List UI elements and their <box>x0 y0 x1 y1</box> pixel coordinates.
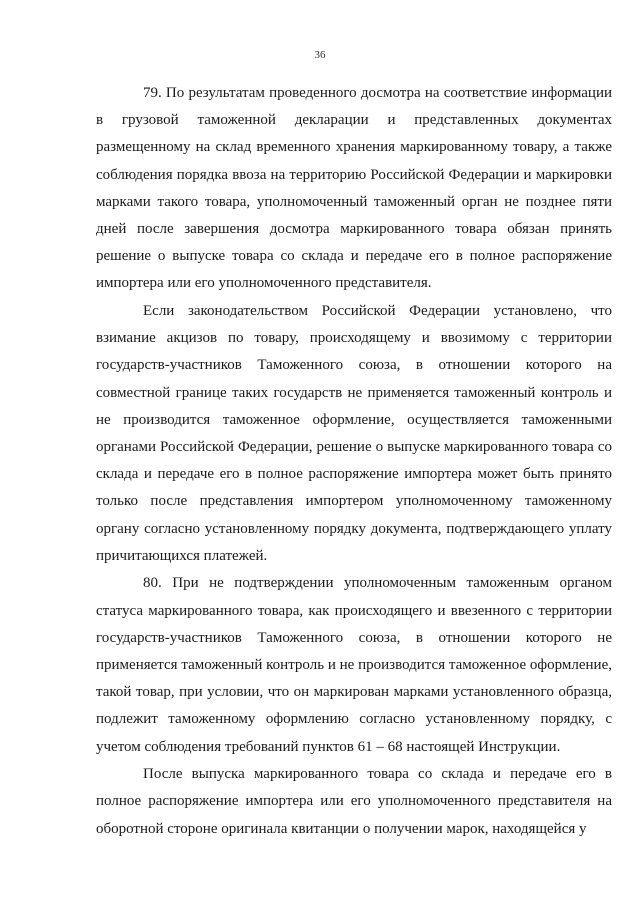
paragraph-80-release: После выпуска маркированного товара со склада и передаче его в полное распоряжение импортера или его уполномоченного представителя на оборотной стороне оригинала квитанции о получении марок, находящейся у <box>96 766 612 837</box>
paragraph-80: 80. При не подтверждении уполномоченным таможенным органом статуса маркированного товара, как происходящего и ввезенного с территории государств-участников Таможенного союза, в отношении которого не применяется таможенный контроль и не производится таможенное оформление, такой товар, при условии, что он маркирован марками установленного образца, подлежит таможенному оформлению согласно установленному порядку, с учетом соблюдения требований пунктов 61 – 68 настоящей Инструкции. <box>96 575 612 755</box>
document-body <box>96 80 612 843</box>
page-number: 36 <box>314 49 326 61</box>
paragraph-79-excise: Если законодательством Российской Федерации установлено, что взимание акцизов по товару, происходящему и ввозимому с территории государств-участников Таможенного союза, в отношении которого на совместной границе таких государств не применяется таможенный контроль и не производится таможенное оформление, осуществляется таможенными органами Российской Федерации, решение о выпуске маркированного товара со склада и передаче его в полное распоряжение импортера может быть принято только после представления импортером уполномоченному таможенному органу согласно установленному порядку документа, подтверждающего уплату причитающихся платежей. <box>96 303 612 564</box>
paragraph-79: 79. По результатам проведенного досмотра на соответствие информации в грузовой таможенной декларации и представленных документах размещенному на склад временного хранения маркированному товару, а также соблюдения порядка ввоза на территорию Российской Федерации и маркировки марками такого товара, уполномоченный таможенный орган не позднее пяти дней после завершения досмотра маркированного товара обязан принять решение о выпуске товара со склада и передаче его в полное распоряжение импортера или его уполномоченного представителя. <box>96 85 612 292</box>
